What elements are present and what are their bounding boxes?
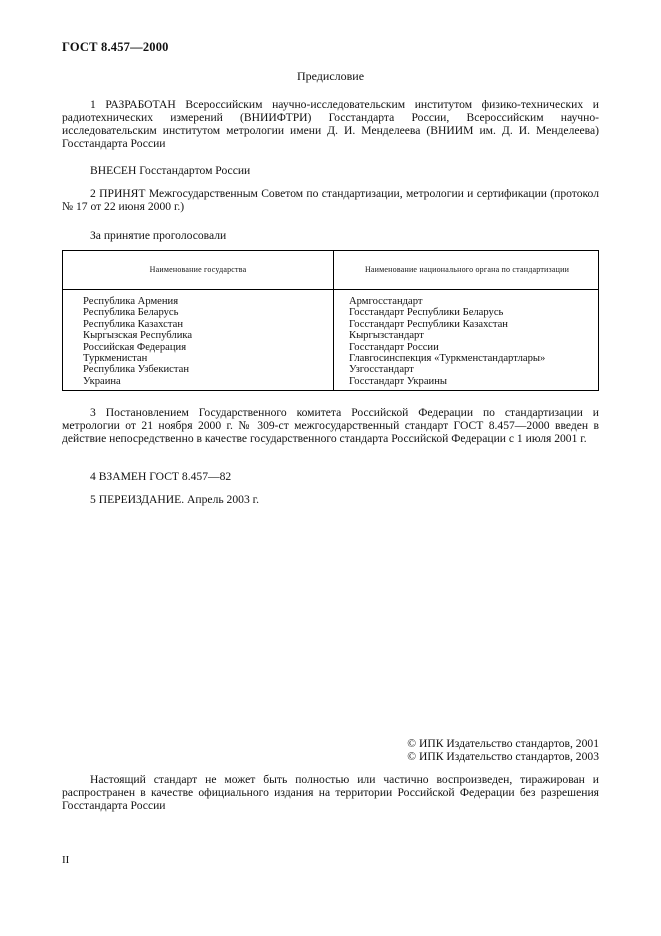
paragraph-introduced-by: ВНЕСЕН Госстандартом России: [90, 164, 251, 177]
table-header-state: Наименование государства: [149, 265, 247, 274]
table-cell-state: Республика Армения: [83, 296, 179, 307]
table-states-column: [83, 296, 192, 387]
reproduction-notice: Настоящий стандарт не может быть полностью или частично воспроизведен, тиражирован и распространен в качестве официального издания на территории Российской Федерации без разрешения Госстандарта России: [62, 773, 599, 812]
table-header-body: Наименование национального органа по стандартизации: [364, 265, 570, 274]
copyright-line: © ИПК Издательство стандартов, 2001: [407, 737, 599, 750]
table-cell-state: Республика Узбекистан: [83, 364, 190, 376]
paragraph-voted-for: За принятие проголосовали: [90, 229, 227, 242]
document-code: ГОСТ 8.457—2000: [62, 40, 169, 54]
copyright-line: © ИПК Издательство стандартов, 2003: [407, 750, 599, 763]
table-bodies-column: [349, 296, 545, 387]
paragraph-reissue: 5 ПЕРЕИЗДАНИЕ. Апрель 2003 г.: [90, 493, 259, 506]
table-cell-body: Госстандарт России: [349, 341, 439, 353]
table-header-row: [63, 251, 598, 290]
paragraph-developed-by: 1 РАЗРАБОТАН Всероссийским научно-исследовательским институтом физико-технических и радиотехнических измерений (ВНИИФТРИ) Госстандарта России, Всероссийским научно-исследовательским институтом метрологии имени Д. И. Менделеева (ВНИИМ им. Д. И. Менделеева) Госстандарта России: [62, 98, 599, 150]
paragraph-enactment: 3 Постановлением Государственного комитета Российской Федерации по стандартизации и метрологии от 21 ноября 2000 г. № 309-ст межгосударственный стандарт ГОСТ 8.457—2000 введен в действие непосредственно в качестве государственного стандарта Российской Федерации с 1 июля 2001 г.: [62, 406, 599, 445]
copyright-block: [407, 737, 599, 763]
table-column-divider: [333, 251, 334, 390]
paragraph-adopted-by: 2 ПРИНЯТ Межгосударственным Советом по стандартизации, метрологии и сертификации (протокол № 17 от 22 июня 2000 г.): [62, 187, 599, 213]
table-cell-body: Узгосстандарт: [349, 364, 414, 376]
table-cell-state: Республика Казахстан: [83, 318, 184, 330]
paragraph-replaces: 4 ВЗАМЕН ГОСТ 8.457—82: [90, 470, 232, 483]
table-cell-state: Украина: [83, 375, 121, 387]
voting-table: [62, 250, 599, 391]
table-cell-body: Госстандарт Украины: [349, 375, 447, 387]
table-cell-state: Туркменистан: [83, 353, 148, 365]
table-cell-body: Главгосинспекция «Туркменстандартлары»: [349, 353, 546, 365]
table-cell-state: Российская Федерация: [83, 341, 187, 353]
page-number: II: [62, 854, 70, 866]
table-cell-state: Кыргызская Республика: [83, 330, 193, 342]
table-cell-state: Республика Беларусь: [83, 307, 179, 319]
table-cell-body: Кыргызстандарт: [349, 330, 424, 342]
table-cell-body: Госстандарт Республики Беларусь: [349, 307, 504, 319]
preface-title: Предисловие: [296, 69, 365, 83]
table-cell-body: Госстандарт Республики Казахстан: [349, 318, 508, 330]
table-cell-body: Армгосстандарт: [349, 296, 423, 307]
